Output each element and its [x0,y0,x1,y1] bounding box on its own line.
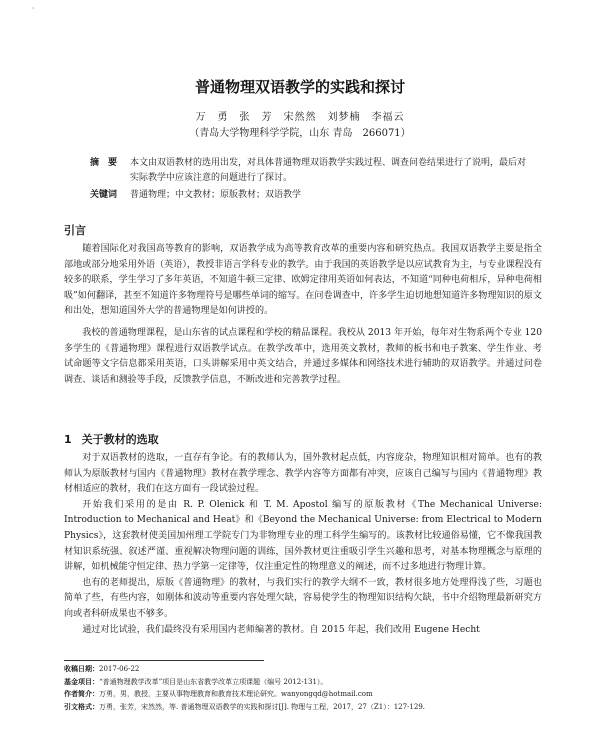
section-1-body [64,451,542,638]
affiliation: （青岛大学物理科学学院，山东 青岛 266071） [189,128,411,139]
section-1-paragraph-4: 通过对比试验，我们最终没有采用国内老师编著的教材。自 2015 年起，我们改用 Eugene Hecht [82,624,480,635]
footnotes [64,663,542,713]
intro-heading: 引言 [64,224,86,237]
section-1-paragraph-2: 开始我们采用的是由 R. P. Olenick 和 T. M. Apostol 编写的原版教材《The Mechanical Universe: Introduction to Mechanical and Heat》和《Beyond the Mechanical Universe: from Electrical to Modern Physics》，这套教材使美国加州理工学院专门为非物理专业的理工科学生编写的。该教材比较通俗易懂，它不像我国教材知识系统强、叙述严谨、重视解决物理问题的训练，国外教材更注重吸引学生兴趣和思考，对基本物理概念与原理的讲解，如机械能守恒定律、热力学第一定律等，仅注重定性的物理意义的阐述，而不过多地进行物理计算。 [64,499,542,573]
author-list: 万 勇 张 芳 宋然然 刘梦楠 李福云 [195,112,405,123]
intro-body [64,242,542,388]
section-1-paragraph-3: 也有的老师提出，原版《普通物理》的教材，与我们实行的教学大纲不一致，教材很多地方处理得浅了些，习题也简单了些，有些内容，如刚体和波动等重要内容处理欠缺，容易使学生的物理知识结构欠缺，书中介绍物理最新研究方向或者科研成果也不够多。 [64,577,542,619]
keywords-block [90,188,530,203]
keywords-text: 普通物理；中文教材；原版教材；双语教学 [130,190,302,200]
note-author: 作者简介：万勇，男，教授，主要从事物理教育和教育技术理论研究。wanyongqd@hotmail.com [64,690,373,698]
abstract-label: 摘 要 [90,158,118,168]
corner-mark: ' [32,6,35,15]
abstract-block [90,156,530,186]
note-citation: 引文格式：万勇，张芳，宋然然，等. 普通物理双语教学的实践和探讨[J]. 物理与工程，2017，27（Z1）：127-129. [64,702,426,711]
section-1-heading [64,431,169,447]
intro-paragraph-1: 随着国际化对我国高等教育的影响，双语教学成为高等教育改革的重要内容和研究热点。我国双语教学主要是指全部地或部分地采用外语（英语），教授非语言学科专业的教学。由于我国的英语教学是以应试教育为主，与专业课程没有较多的联系，学生学习了多年英语，不知道牛顿三定律、欧姆定律用英语如何表达，不知道“同种电荷相斥，异种电荷相吸”如何翻译，甚至不知道许多物理符号是哪些单词的缩写。在问卷调查中，许多学生迫切地想知道许多物理知识的原文和出处，想知道国外大学的普通物理是如何讲授的。 [64,244,542,317]
keywords-label: 关键词 [90,190,118,200]
section-1-title: 关于教材的选取 [81,433,159,446]
abstract-text: 本文由双语教材的选用出发，对具体普通物理双语教学实践过程、调查问卷结果进行了说明，最后对实际教学中应该注意的问题进行了探讨。 [130,158,527,183]
note-received: 收稿日期：2017-06-22 [64,665,140,673]
section-1-number: 1 [64,433,72,446]
section-1-paragraph-1: 对于双语教材的选取，一直存有争论。有的教师认为，国外教材起点低，内容庞杂，物理知识相对简单。也有的教师认为原版教材与国内《普通物理》教材在教学理念、教学内容等方面都有冲突，应该自己编写与国内《普通物理》教材相适应的教材，我们在这方面有一段试验过程。 [64,453,542,495]
intro-paragraph-2: 我校的普通物理课程，是山东省的试点课程和学校的精品课程。我校从 2013 年开始，每年对生物系两个专业 120 多学生的《普通物理》课程进行双语教学试点。在教学改革中，选用英文教材，教师的板书和电子教案、学生作业、考试命题等文字信息都采用英语，口头讲解采用中英文结合，并通过多媒体和网络技术进行辅助的双语教学。并通过问卷调查、谈话和测验等手段，反馈教学信息，不断改进和完善教学过程。 [64,327,542,385]
paper-title: 普通物理双语教学的实践和探讨 [194,78,405,96]
note-fund: 基金项目：“普通物理教学改革”项目是山东省教学改革立项课题（编号 2012-131）。 [64,677,328,686]
footnote-divider [64,660,264,661]
